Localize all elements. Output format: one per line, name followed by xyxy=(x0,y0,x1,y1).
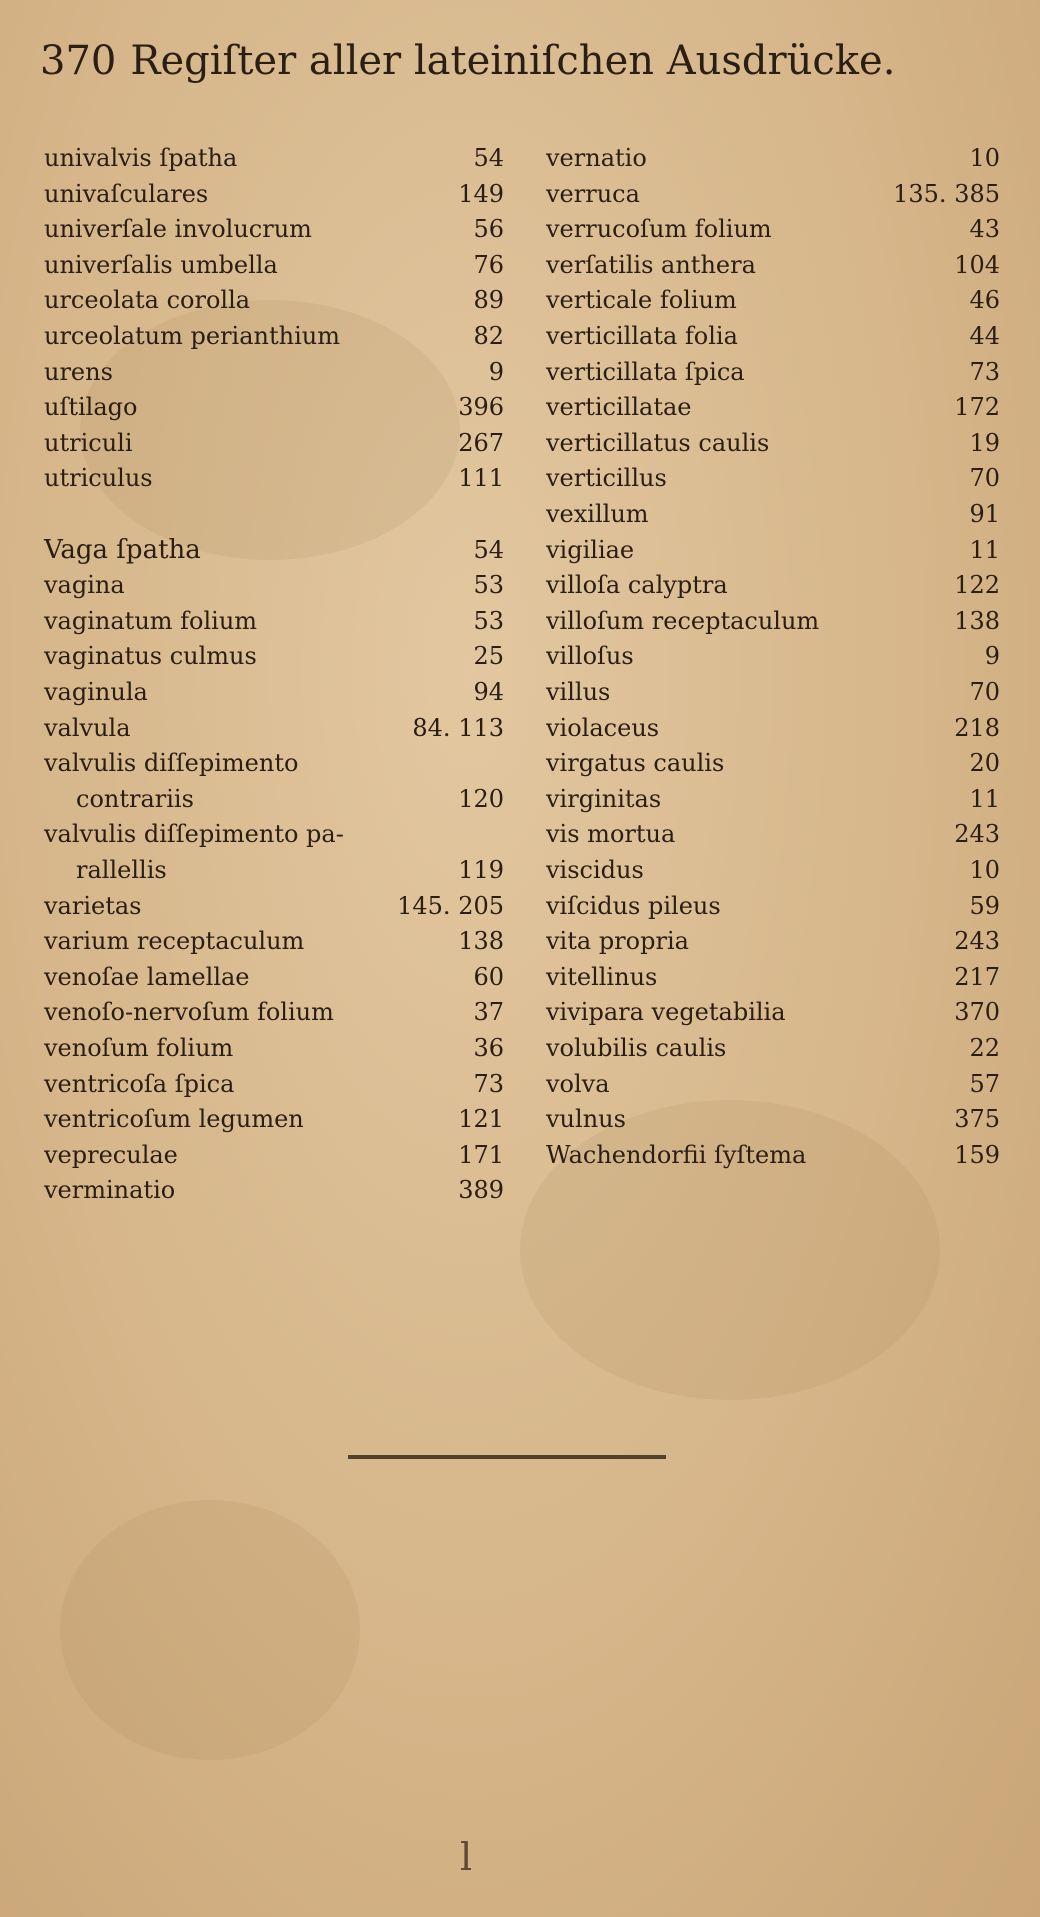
index-entry xyxy=(546,354,1000,390)
index-page-ref: 121 xyxy=(458,1105,504,1134)
index-term: uſtilago xyxy=(44,393,138,422)
index-page-ref: 119 xyxy=(458,856,504,884)
index-term: vis mortua xyxy=(546,820,676,849)
index-entry xyxy=(546,567,1000,603)
index-entry xyxy=(546,816,1000,852)
index-entry xyxy=(44,211,504,247)
index-page-ref: 57 xyxy=(969,1069,1000,1098)
index-page-ref: 218 xyxy=(954,713,1000,742)
index-page-ref: 46 xyxy=(969,286,1000,315)
index-entry xyxy=(44,389,504,425)
index-term: verrucoſum folium xyxy=(546,215,772,244)
index-entry xyxy=(546,745,1000,781)
index-term: virginitas xyxy=(546,784,662,813)
index-page-ref: 389 xyxy=(458,1176,504,1205)
index-page-ref: 59 xyxy=(969,891,1000,920)
index-term: verticillatus caulis xyxy=(546,428,770,457)
index-term: ventricoſa ſpica xyxy=(44,1069,235,1098)
index-entry xyxy=(546,282,1000,318)
index-term: rallellis xyxy=(76,856,167,884)
index-entry xyxy=(44,567,504,603)
index-term: valvulis diſſepimento pa- xyxy=(44,820,344,849)
index-page-ref: 36 xyxy=(473,1034,504,1062)
index-entry xyxy=(44,781,504,817)
index-page-ref: 138 xyxy=(458,927,504,956)
index-page-ref: 149 xyxy=(458,179,504,208)
index-entry xyxy=(546,496,1000,532)
page-title: Regiſter aller lateiniſchen Ausdrücke. xyxy=(130,38,896,84)
index-term: urens xyxy=(44,357,113,386)
index-page-ref: 138 xyxy=(954,606,1000,635)
index-term: contrariis xyxy=(76,784,194,813)
paper-stain xyxy=(60,1500,360,1760)
index-term: virgatus caulis xyxy=(546,749,725,778)
index-page-ref: 22 xyxy=(969,1034,1000,1062)
index-page-ref: 145. 205 xyxy=(397,891,504,920)
index-term: Wachendorfii ſyſtema xyxy=(546,1140,807,1169)
index-page-ref: 9 xyxy=(488,357,504,386)
index-page-ref: 70 xyxy=(969,464,1000,493)
index-term: univerſalis umbella xyxy=(44,250,278,279)
index-page-ref: 267 xyxy=(458,428,504,457)
index-term: verſatilis anthera xyxy=(546,250,756,279)
index-entry xyxy=(44,638,504,674)
index-page-ref: 11 xyxy=(969,784,1000,813)
index-term: univalvis ſpatha xyxy=(44,144,238,172)
index-entry xyxy=(44,532,504,568)
index-entry xyxy=(44,247,504,283)
index-entry xyxy=(546,211,1000,247)
index-entry xyxy=(546,710,1000,746)
index-entry xyxy=(44,176,504,212)
index-term: vaginatus culmus xyxy=(44,642,257,671)
index-page-ref: 11 xyxy=(969,535,1000,564)
index-entry xyxy=(546,425,1000,461)
index-page-ref: 10 xyxy=(969,144,1000,172)
index-term: ventricoſum legumen xyxy=(44,1105,304,1134)
index-term: vivipara vegetabilia xyxy=(546,998,786,1027)
index-entry xyxy=(546,247,1000,283)
index-term: utriculus xyxy=(44,464,153,493)
index-page-ref: 73 xyxy=(969,357,1000,386)
index-entry xyxy=(44,1030,504,1066)
index-entry xyxy=(44,1101,504,1137)
index-term: varietas xyxy=(44,891,142,920)
index-term: volubilis caulis xyxy=(546,1034,727,1062)
index-term: varium receptaculum xyxy=(44,927,305,956)
index-entry xyxy=(44,674,504,710)
index-term: vitellinus xyxy=(546,962,658,991)
index-page-ref: 159 xyxy=(954,1140,1000,1169)
index-entry xyxy=(44,1137,504,1173)
index-page-ref: 91 xyxy=(969,500,1000,528)
index-term: verminatio xyxy=(44,1176,176,1205)
index-entry xyxy=(44,603,504,639)
index-term: valvula xyxy=(44,713,131,742)
index-term: verruca xyxy=(546,179,640,208)
index-page-ref: 172 xyxy=(954,393,1000,422)
index-term: vita propria xyxy=(546,927,689,956)
index-entry xyxy=(546,532,1000,568)
index-page-ref: 60 xyxy=(473,962,504,991)
index-term: utriculi xyxy=(44,428,133,457)
index-entry xyxy=(546,674,1000,710)
index-page-ref: 171 xyxy=(458,1140,504,1169)
index-term: verticillatae xyxy=(546,393,692,422)
index-term: violaceus xyxy=(546,713,660,742)
index-page-ref: 243 xyxy=(954,820,1000,849)
index-page-ref: 94 xyxy=(473,678,504,706)
index-entry xyxy=(546,140,1000,176)
index-entry xyxy=(546,1066,1000,1102)
index-entry xyxy=(546,176,1000,212)
index-page-ref: 70 xyxy=(969,678,1000,706)
index-page-ref: 19 xyxy=(969,428,1000,457)
index-page-ref: 73 xyxy=(473,1069,504,1098)
index-entry xyxy=(546,781,1000,817)
index-entry xyxy=(546,389,1000,425)
index-page-ref: 54 xyxy=(473,535,504,564)
index-page-ref: 82 xyxy=(473,322,504,350)
index-term: vulnus xyxy=(546,1105,626,1134)
index-entry xyxy=(44,816,504,852)
index-entry xyxy=(44,994,504,1030)
index-page-ref: 111 xyxy=(458,464,504,493)
index-entry xyxy=(44,1066,504,1102)
index-entry xyxy=(44,140,504,176)
index-entry xyxy=(546,959,1000,995)
index-term: viſcidus pileus xyxy=(546,891,721,920)
index-term: verticillata ſpica xyxy=(546,357,745,386)
index-term: venoſum folium xyxy=(44,1034,234,1062)
index-term: vernatio xyxy=(546,144,647,172)
index-entry xyxy=(546,1030,1000,1066)
index-page-ref: 217 xyxy=(954,962,1000,991)
index-entry xyxy=(546,852,1000,888)
index-page-ref: 122 xyxy=(954,571,1000,600)
index-term: verticillus xyxy=(546,464,667,493)
index-term: verticillata folia xyxy=(546,322,738,350)
index-entry xyxy=(44,282,504,318)
index-page-ref: 243 xyxy=(954,927,1000,956)
index-entry xyxy=(44,460,504,496)
index-term: vaginula xyxy=(44,678,148,706)
index-page-ref: 56 xyxy=(473,215,504,244)
signature-mark: l xyxy=(460,1835,473,1879)
index-entry xyxy=(546,1137,1000,1173)
index-entry xyxy=(546,460,1000,496)
end-rule xyxy=(348,1455,666,1459)
index-term: vagina xyxy=(44,571,125,600)
index-entry xyxy=(44,745,504,781)
index-page-ref: 370 xyxy=(954,998,1000,1027)
index-term: vigiliae xyxy=(546,535,635,564)
index-page-ref: 54 xyxy=(473,144,504,172)
index-entry xyxy=(546,638,1000,674)
index-page-ref: 135. 385 xyxy=(893,179,1000,208)
index-entry xyxy=(546,318,1000,354)
index-term: valvulis diſſepimento xyxy=(44,749,299,778)
index-entry xyxy=(44,959,504,995)
index-term: villoſa calyptra xyxy=(546,571,728,600)
index-term: viscidus xyxy=(546,856,644,884)
index-page-ref: 76 xyxy=(473,250,504,279)
index-term: villoſum receptaculum xyxy=(546,606,820,635)
index-term: volva xyxy=(546,1069,610,1098)
index-term: verticale folium xyxy=(546,286,737,315)
index-page-ref: 84. 113 xyxy=(412,713,504,742)
index-page-ref: 20 xyxy=(969,749,1000,778)
index-entry xyxy=(44,888,504,924)
index-entry xyxy=(546,888,1000,924)
index-term: urceolata corolla xyxy=(44,286,251,315)
index-page-ref: 25 xyxy=(473,642,504,671)
index-term: villoſus xyxy=(546,642,634,671)
index-term: univerſale involucrum xyxy=(44,215,312,244)
index-entry xyxy=(44,923,504,959)
index-page-ref: 44 xyxy=(969,322,1000,350)
index-entry xyxy=(44,354,504,390)
index-page-ref: 10 xyxy=(969,856,1000,884)
index-page-ref: 89 xyxy=(473,286,504,315)
index-entry xyxy=(44,710,504,746)
index-term: vepreculae xyxy=(44,1140,178,1169)
index-page-ref: 53 xyxy=(473,571,504,600)
index-term: vaginatum folium xyxy=(44,606,258,635)
index-term: venoſo-nervoſum folium xyxy=(44,998,334,1027)
index-page-ref: 375 xyxy=(954,1105,1000,1134)
index-page-ref: 53 xyxy=(473,606,504,635)
index-term: venoſae lamellae xyxy=(44,962,250,991)
index-term: univaſculares xyxy=(44,179,209,208)
index-entry xyxy=(546,994,1000,1030)
index-page-ref: 43 xyxy=(969,215,1000,244)
index-page-ref: 120 xyxy=(458,784,504,813)
index-entry xyxy=(546,923,1000,959)
index-entry xyxy=(546,603,1000,639)
index-entry xyxy=(44,425,504,461)
index-entry xyxy=(44,318,504,354)
index-page-ref: 9 xyxy=(984,642,1000,671)
index-entry xyxy=(546,1101,1000,1137)
index-entry xyxy=(44,1172,504,1208)
index-page-ref: 37 xyxy=(473,998,504,1027)
index-entry xyxy=(44,852,504,888)
page-number: 370 xyxy=(40,38,117,84)
index-term: vexillum xyxy=(546,500,649,528)
page-header xyxy=(40,26,1000,96)
index-page-ref: 396 xyxy=(458,393,504,422)
index-term: urceolatum perianthium xyxy=(44,322,340,350)
index-term: villus xyxy=(546,678,611,706)
index-page-ref: 104 xyxy=(954,250,1000,279)
index-entry xyxy=(44,496,504,532)
index-term: Vaga ſpatha xyxy=(44,534,201,565)
